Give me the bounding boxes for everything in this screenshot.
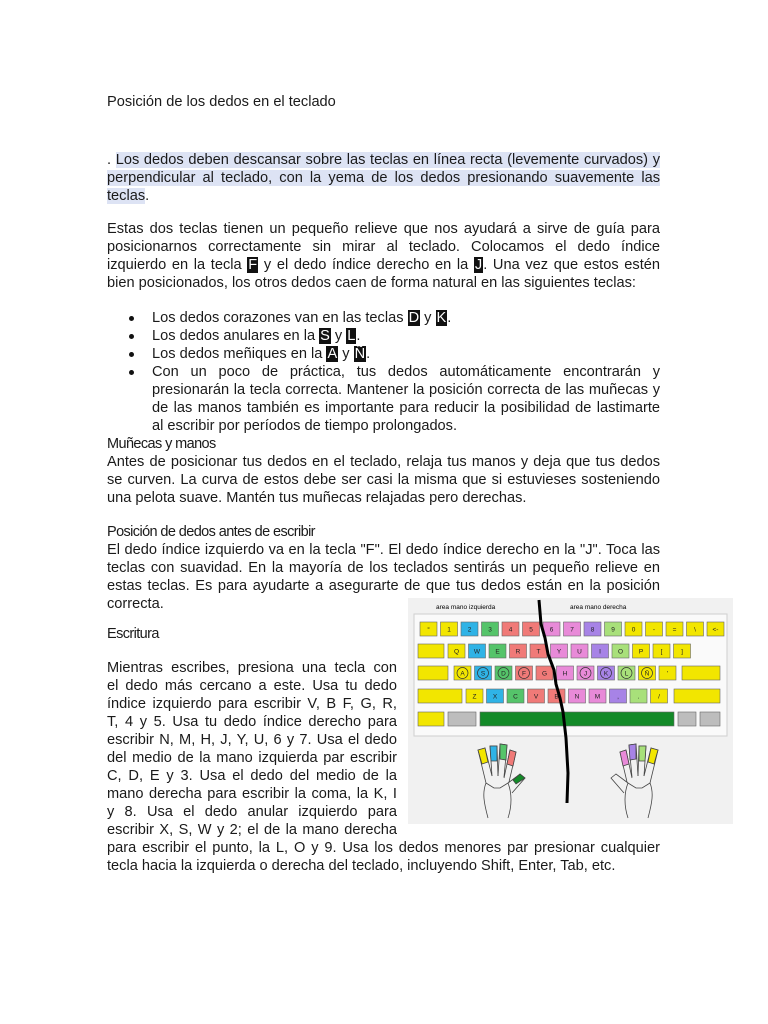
svg-text:R: R: [515, 648, 521, 656]
typing-line: escribir N, M, H, J, Y, U, 6 y 7. Usa el dedo: [107, 732, 397, 748]
shift-left-key: [418, 689, 462, 703]
svg-text:I: I: [599, 648, 601, 656]
key: [610, 689, 627, 703]
svg-text:0: 0: [631, 626, 636, 634]
key: [528, 689, 545, 703]
svg-text:A: A: [460, 670, 465, 678]
item-text: y: [420, 310, 436, 326]
item-text: .: [366, 346, 371, 362]
svg-text:3: 3: [488, 626, 492, 634]
svg-text:J: J: [583, 670, 588, 678]
left-pinky-tip: [478, 748, 488, 764]
item-text: Los dedos corazones van en las teclas: [152, 310, 408, 326]
svg-text:G: G: [541, 670, 548, 678]
key-l: L: [347, 328, 356, 344]
tab-key: [418, 644, 444, 658]
item-text: Los dedos anulares en la: [152, 328, 320, 344]
left-index-tip: [507, 750, 516, 766]
key-j: J: [474, 257, 483, 273]
key: [557, 666, 574, 680]
svg-text:]: ]: [681, 648, 683, 656]
item-text: Los dedos meñiques en la: [152, 346, 327, 362]
keyboard-figure: [408, 598, 733, 824]
svg-text:=: =: [672, 626, 677, 634]
key: [448, 644, 465, 658]
key: [466, 689, 483, 703]
right-middle-tip: [629, 744, 636, 760]
svg-text:U: U: [577, 648, 582, 656]
key: [646, 622, 663, 636]
key: [653, 644, 670, 658]
key: [507, 689, 524, 703]
key: [639, 666, 656, 680]
alt-left-key: [448, 712, 476, 726]
key-f: F: [248, 257, 258, 273]
caps-key: [418, 666, 448, 680]
svg-text:O: O: [617, 648, 624, 656]
typing-paragraph: [107, 659, 397, 839]
svg-text:\: \: [694, 626, 696, 634]
svg-text:5: 5: [529, 626, 533, 634]
right-palm-outline: [625, 783, 652, 818]
svg-text:6: 6: [549, 626, 554, 634]
key: [633, 644, 650, 658]
key: [584, 622, 601, 636]
svg-text:E: E: [495, 648, 500, 656]
key: [420, 622, 437, 636]
keys-text-3: . Una vez que estos estén bien posicionados, los otros dedos caen de forma natural en las siguientes teclas:: [107, 257, 660, 291]
ctrl-left-key: [418, 712, 444, 726]
key: [482, 622, 499, 636]
svg-text:°: °: [427, 626, 430, 634]
key: [469, 644, 486, 658]
svg-text:P: P: [638, 648, 644, 656]
key: [666, 622, 683, 636]
key: [523, 622, 540, 636]
key: [589, 689, 606, 703]
keys-text-1: Estas dos teclas tienen un pequeño relieve que nos ayudará a sirve de guía para posicionarnos correctamente sin mirar al teclado. Colocamos el dedo índice izquierdo en la tecla: [107, 221, 660, 273]
finger-list: [107, 309, 660, 435]
alt-right-key: [678, 712, 696, 726]
section-heading-wrists: Muñecas y manos: [107, 436, 216, 452]
typing-line: escribir X, S, W y 2; el de la mano derecha: [107, 822, 397, 838]
svg-text:Ñ: Ñ: [644, 670, 650, 678]
key: [564, 622, 581, 636]
svg-text:L: L: [624, 670, 629, 678]
left-ring-tip: [490, 746, 497, 761]
typing-line: T, 4 y 5. Usa tu dedo índice derecho para: [107, 714, 397, 730]
svg-text:/: /: [658, 693, 660, 701]
key: [651, 689, 668, 703]
typing-line: Mientras escribes, presiona una tecla con: [107, 660, 397, 676]
svg-text:': ': [666, 670, 669, 678]
svg-text:M: M: [594, 693, 601, 701]
svg-text:W: W: [473, 648, 481, 656]
left-hand-label: area mano izquierda: [436, 604, 496, 611]
svg-text:<-: <-: [712, 626, 719, 634]
key: [475, 666, 492, 680]
intro-lead: .: [107, 152, 116, 168]
intro-paragraph: [107, 151, 660, 205]
svg-text:Q: Q: [453, 648, 460, 656]
typing-line: el dedo más cercano a este. Usa tu dedo: [107, 678, 397, 694]
position-paragraph: El dedo índice izquierdo va en la tecla "F". El dedo índice derecho en la "J". Toca las teclas con suavidad. En la mayoría de los teclados sentirás un pequeño relieve en estas teclas. Es para ayudarte a asegurarte de que tus dedos están en la posición correcta.: [107, 542, 660, 612]
svg-text:8: 8: [590, 626, 595, 634]
bullet-icon: [129, 334, 134, 339]
wrists-paragraph: Antes de posicionar tus dedos en el teclado, relaja tus manos y deja que tus dedos se curven. La curva de estos debe ser casi la misma que si estuvieses sosteniendo una pelota suave. Mantén tus muñecas relajadas pero derechas.: [107, 454, 660, 506]
typing-line: C, D, E y 3. Usa el dedo del medio de la: [107, 768, 397, 784]
space-key: [480, 712, 674, 726]
keys-text-2: y el dedo índice derecho en la: [258, 257, 474, 273]
key-d: D: [408, 310, 420, 326]
svg-text:[: [: [660, 648, 663, 656]
page-title: Posición de los dedos en el teclado: [107, 94, 336, 110]
svg-text:C: C: [513, 693, 518, 701]
key: [612, 644, 629, 658]
svg-text:4: 4: [508, 626, 513, 634]
key: [707, 622, 724, 636]
svg-text:B: B: [554, 693, 559, 701]
left-thumb-tip: [513, 774, 525, 784]
list-item: [107, 363, 660, 435]
list-item: [107, 309, 660, 327]
svg-text:9: 9: [611, 626, 615, 634]
key-s: S: [320, 328, 330, 344]
key: [489, 644, 506, 658]
key-enye: Ñ: [354, 346, 366, 362]
key: [674, 644, 691, 658]
list-item: [107, 345, 660, 363]
right-hand-label: area mano derecha: [570, 604, 627, 611]
svg-text:T: T: [536, 648, 541, 656]
key: [630, 689, 647, 703]
key: [618, 666, 635, 680]
svg-text:.: .: [637, 693, 640, 701]
typing-line: del medio de la mano izquierda par escribir: [107, 750, 397, 766]
svg-text:F: F: [522, 670, 526, 678]
typing-tail: para escribir el punto, la L, O y 9. Usa los dedos menores par presionar cualquier tecla hacia la izquierda o derecha del teclado, incluyendo Shift, Enter, Tab, etc.: [107, 840, 660, 874]
typing-line: mano derecha para escribir la coma, la K, I: [107, 786, 397, 802]
enter-key: [682, 666, 720, 680]
svg-text:V: V: [533, 693, 539, 701]
right-pinky-tip: [648, 748, 658, 764]
key: [659, 666, 676, 680]
key: [687, 622, 704, 636]
svg-text:S: S: [480, 670, 486, 678]
key: [530, 644, 547, 658]
item-text: y: [330, 328, 347, 344]
key-k: K: [436, 310, 447, 326]
typing-line: índice izquierdo para escribir V, B F, G, R,: [107, 696, 397, 712]
key: [510, 644, 527, 658]
svg-text:H: H: [562, 670, 568, 678]
svg-text:-: -: [652, 626, 656, 634]
bullet-icon: [129, 316, 134, 321]
intro-end: .: [145, 188, 150, 204]
svg-text:Z: Z: [472, 693, 477, 701]
shift-right-key: [674, 689, 720, 703]
key: [605, 622, 622, 636]
bullet-icon: [129, 370, 134, 375]
key-a: A: [327, 346, 338, 362]
svg-text:D: D: [501, 670, 506, 678]
svg-text:N: N: [574, 693, 580, 701]
svg-text:,: ,: [617, 693, 619, 701]
key: [551, 644, 568, 658]
svg-text:K: K: [603, 670, 609, 678]
svg-text:X: X: [492, 693, 498, 701]
svg-text:1: 1: [447, 626, 451, 634]
list-item: [107, 327, 660, 345]
left-middle-tip: [500, 744, 507, 760]
key: [502, 622, 519, 636]
item-text: .: [356, 328, 361, 344]
key: [577, 666, 594, 680]
typing-line: y 8. Usa el dedo anular izquierdo para: [107, 804, 397, 820]
keys-paragraph: [107, 220, 660, 292]
item-text: y: [338, 346, 354, 362]
key: [454, 666, 471, 680]
left-palm-outline: [484, 783, 511, 818]
key: [571, 644, 588, 658]
item-text: .: [447, 310, 452, 326]
key: [461, 622, 478, 636]
key: [625, 622, 642, 636]
section-heading-position: Posición de dedos antes de escribir: [107, 524, 315, 540]
key: [441, 622, 458, 636]
key: [598, 666, 615, 680]
svg-text:2: 2: [467, 626, 472, 634]
key: [487, 689, 504, 703]
key: [569, 689, 586, 703]
keyboard-diagram: [408, 598, 733, 824]
ctrl-right-key: [700, 712, 720, 726]
key: [536, 666, 553, 680]
svg-text:7: 7: [570, 626, 574, 634]
key: [516, 666, 533, 680]
right-index-tip: [620, 750, 629, 766]
right-ring-tip: [639, 746, 646, 761]
item-text: Con un poco de práctica, tus dedos automáticamente encontrarán y presionarán la tecla correcta. Mantener la posición correcta de las muñecas y de las manos también es importante para reducir la posibilidad de lastimarte al escribir por períodos de tiempo prolongados.: [152, 364, 660, 434]
svg-text:Y: Y: [556, 648, 562, 656]
key: [592, 644, 609, 658]
key: [495, 666, 512, 680]
bullet-icon: [129, 352, 134, 357]
highlighted-text: Los dedos deben descansar sobre las teclas en línea recta (levemente curvados) y perpendicular al teclado, con la yema de los dedos presionando suavemente las teclas: [107, 152, 660, 204]
section-heading-typing: Escritura: [107, 626, 159, 642]
key: [543, 622, 560, 636]
